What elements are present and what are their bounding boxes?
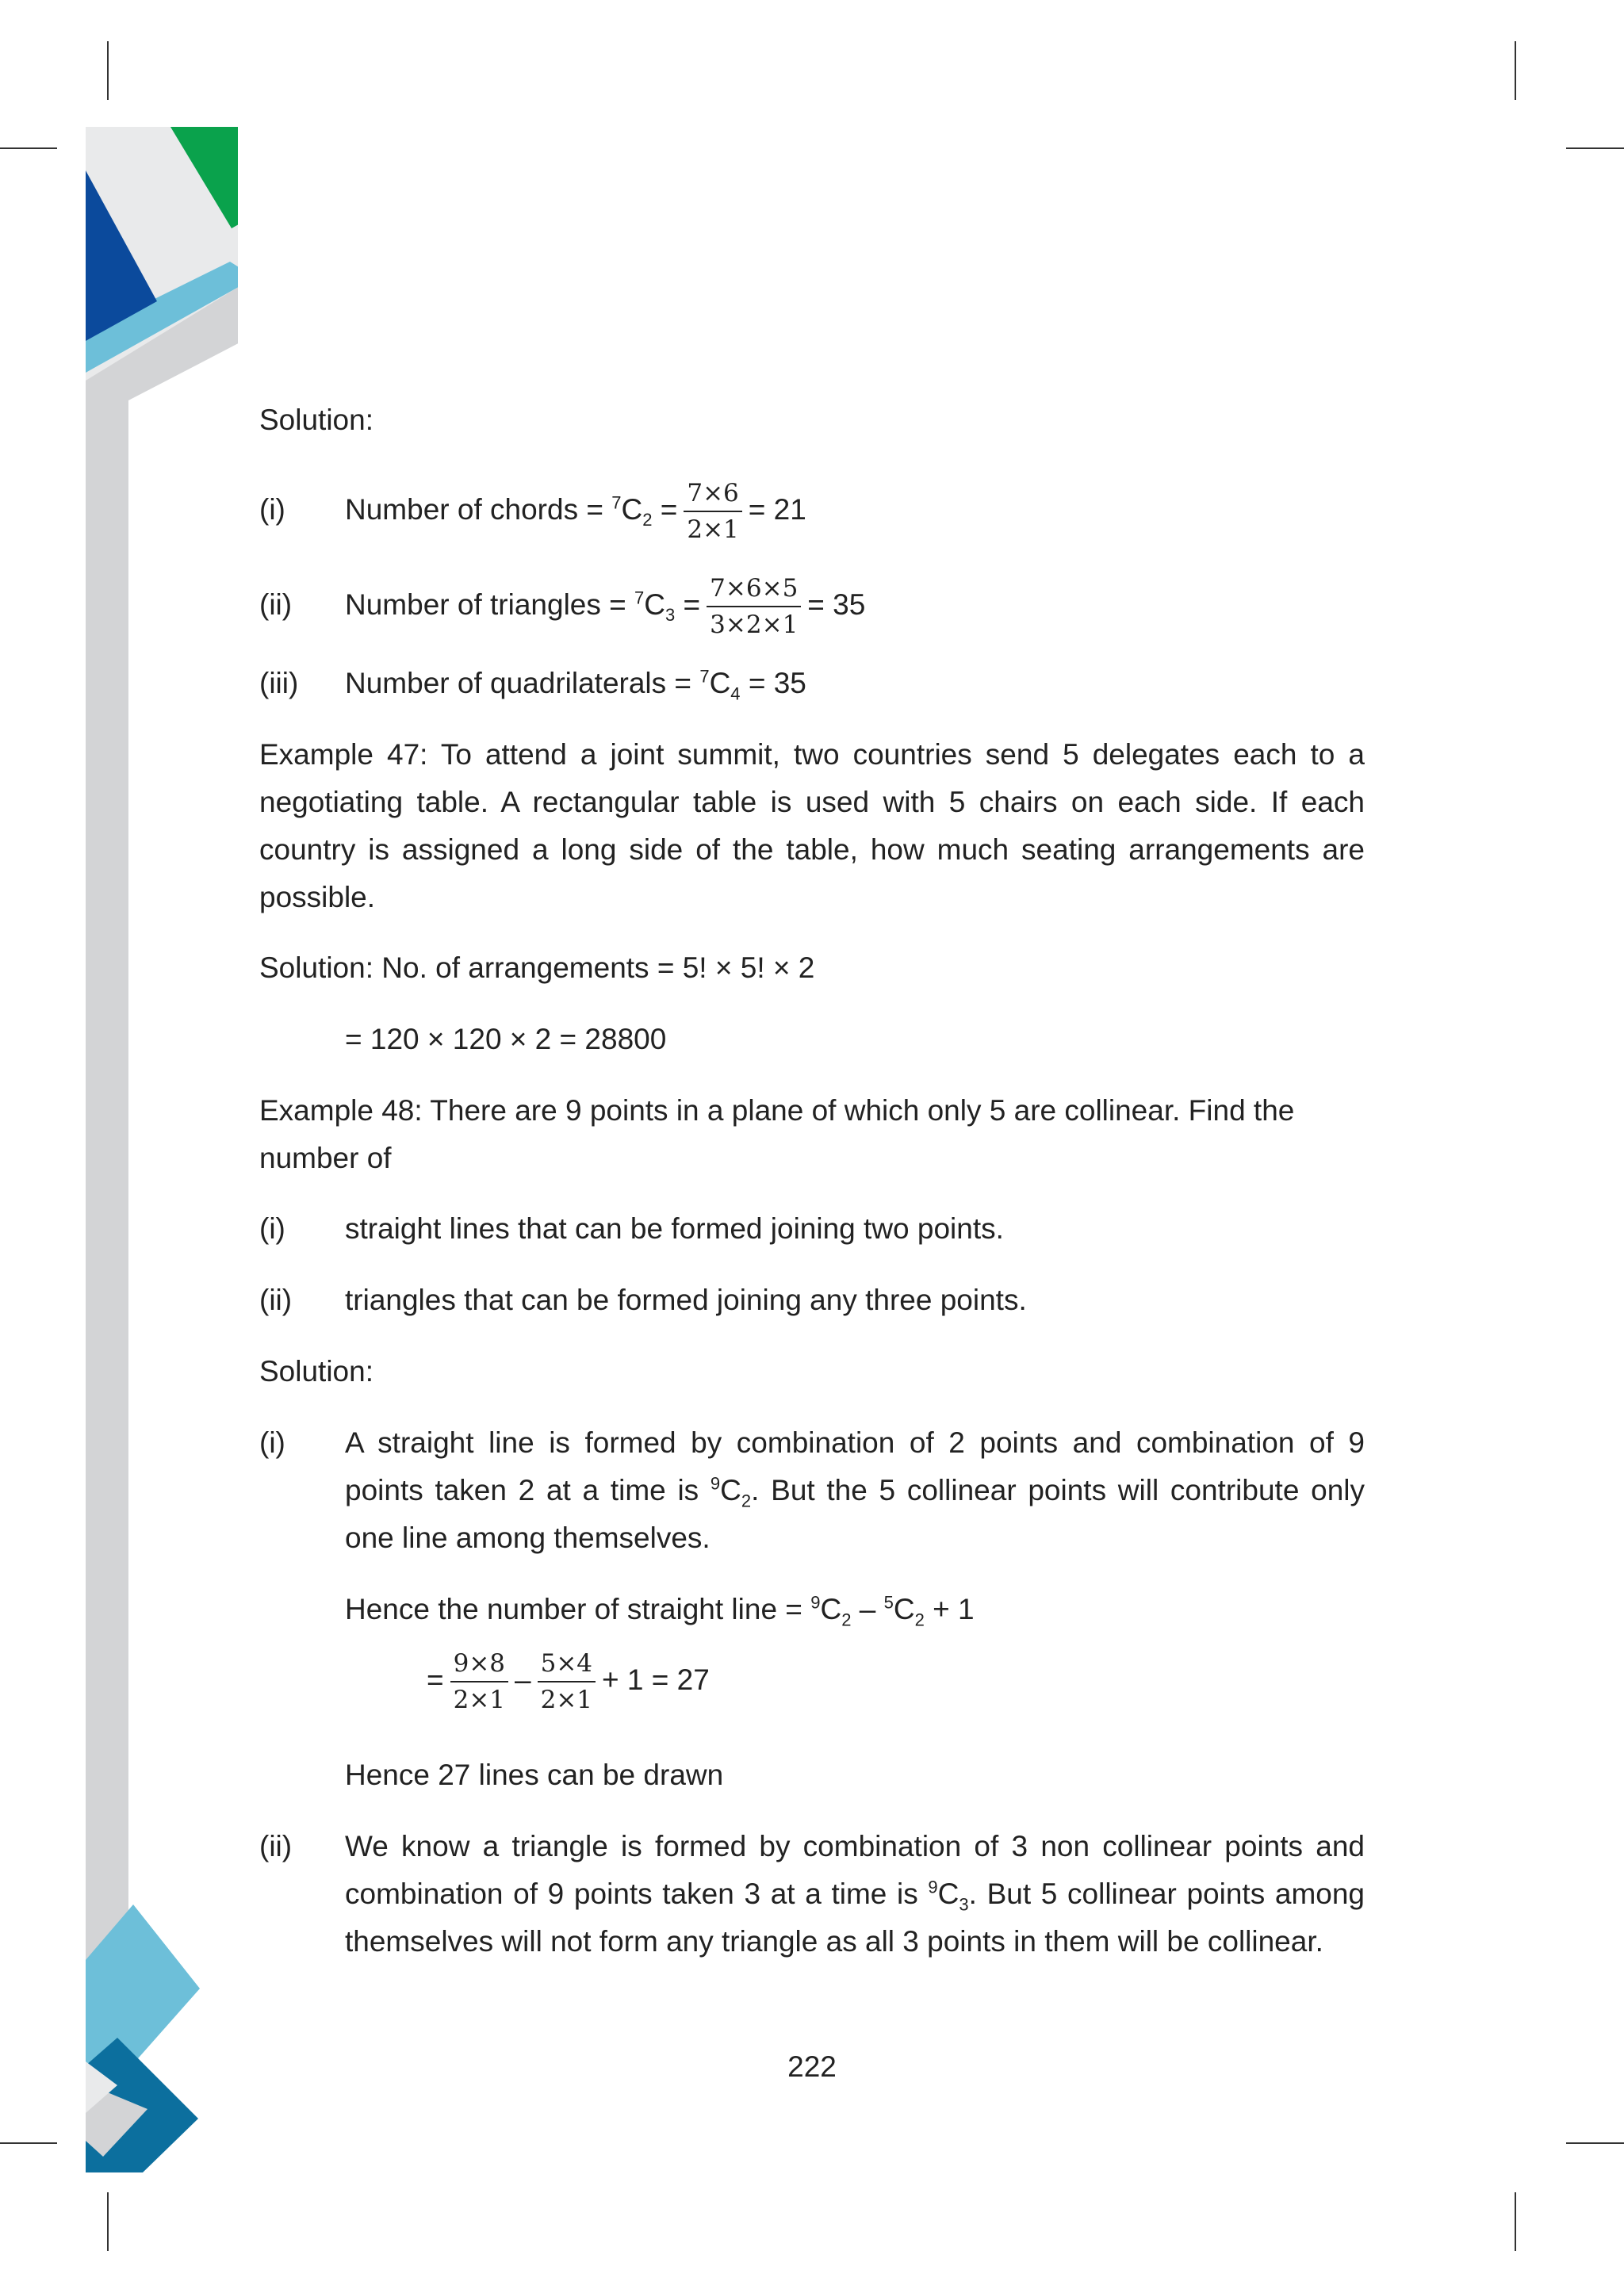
superscript: 9 <box>810 1592 821 1613</box>
solution-ii-paragraph <box>345 1823 1365 1966</box>
crop-mark <box>1566 2142 1624 2144</box>
combination-symbol: C <box>820 1593 842 1625</box>
formula-text: + 1 = 27 <box>602 1663 710 1696</box>
straight-lines-formula <box>345 1592 975 1630</box>
crop-mark <box>1515 2192 1516 2251</box>
crop-mark <box>1566 147 1624 149</box>
paragraph-text: We know a triangle is formed by combination of 3 non collinear points and combination of 9 points taken 3 at a time is <box>345 1830 1365 1910</box>
superscript: 7 <box>634 588 645 608</box>
solution-heading: Solution: <box>259 1355 373 1388</box>
example-48-item-i <box>259 1212 1004 1246</box>
combination-symbol: C <box>709 667 731 699</box>
fraction <box>538 1646 596 1717</box>
superscript: 9 <box>710 1473 721 1494</box>
straight-lines-conclusion: Hence 27 lines can be drawn <box>345 1759 724 1791</box>
paragraph-text: . But the 5 collinear points will contribute only one line among themselves. <box>345 1474 1365 1554</box>
item-text: straight lines that can be formed joining two points. <box>345 1212 1004 1245</box>
subscript: 2 <box>914 1610 925 1630</box>
superscript: 7 <box>611 492 622 513</box>
decorative-sidebar <box>0 0 238 2293</box>
fraction <box>684 476 741 547</box>
solution-item-triangles <box>259 571 865 642</box>
solution-heading <box>259 403 373 438</box>
item-number: (ii) <box>259 1284 293 1316</box>
fraction-denominator: 2×1 <box>687 515 739 544</box>
page-number: 222 <box>787 2050 837 2083</box>
fraction-denominator: 3×2×1 <box>710 611 799 639</box>
fraction-numerator: 7×6×5 <box>707 571 801 607</box>
combination-symbol: C <box>720 1474 741 1506</box>
formula-text: + 1 <box>924 1593 975 1625</box>
minus-sign: – <box>515 1663 531 1696</box>
item-number: (i) <box>259 492 285 526</box>
fraction <box>707 571 801 642</box>
solution-item-chords <box>259 476 806 547</box>
fraction-numerator: 5×4 <box>538 1646 596 1682</box>
item-number: (i) <box>259 1426 285 1459</box>
example-48: Example 48: There are 9 points in a plane of which only 5 are collinear. Find the number of <box>259 1094 1295 1174</box>
solution-heading-text: Solution: <box>259 404 373 436</box>
paragraph-text: . But 5 collinear points among themselves will not form any triangle as all 3 points in them will be collinear. <box>345 1878 1365 1958</box>
crop-mark <box>1515 41 1516 100</box>
formula-text: Hence the number of straight line = <box>345 1593 811 1625</box>
equals-sign: = <box>675 588 701 621</box>
combination-symbol: C <box>937 1878 959 1910</box>
equals-sign: = <box>652 492 678 526</box>
straight-lines-calculation <box>427 1646 710 1717</box>
example-48-item-ii <box>259 1283 1027 1318</box>
item-result: = 35 <box>807 588 866 621</box>
item-number: (ii) <box>259 1830 293 1862</box>
combination-symbol: C <box>621 492 643 526</box>
combination-symbol: C <box>893 1593 915 1625</box>
equals-sign: = <box>427 1663 444 1696</box>
item-text: triangles that can be formed joining any three points. <box>345 1284 1027 1316</box>
item-number: (ii) <box>259 588 293 621</box>
example-47-solution: Solution: No. of arrangements = 5! × 5! × 2 <box>259 951 815 984</box>
paragraph-text: A straight line is formed by combination of 2 points and combination of 9 points taken 2 at a time is <box>345 1426 1365 1506</box>
example-47: Example 47: To attend a joint summit, two countries send 5 delegates each to a negotiating table. A rectangular table is used with 5 chairs on each side. If each country is assigned a long side of the table, how much seating arrangements are possible. <box>259 738 1365 913</box>
fraction <box>450 1646 508 1717</box>
combination-symbol: C <box>644 588 666 621</box>
fraction-denominator: 2×1 <box>453 1686 506 1714</box>
minus-sign: – <box>851 1593 884 1625</box>
item-number: (iii) <box>259 667 299 699</box>
item-text: Number of triangles = <box>345 588 635 621</box>
fraction-numerator: 7×6 <box>684 476 741 512</box>
superscript: 5 <box>883 1592 894 1613</box>
fraction-numerator: 9×8 <box>450 1646 508 1682</box>
subscript: 3 <box>959 1894 969 1915</box>
subscript: 3 <box>665 605 676 626</box>
superscript: 7 <box>699 666 710 687</box>
solution-i-paragraph <box>345 1419 1365 1562</box>
item-result: = 35 <box>740 667 806 699</box>
item-text: Number of quadrilaterals = <box>345 667 700 699</box>
subscript: 4 <box>730 683 741 704</box>
subscript: 2 <box>741 1491 752 1511</box>
superscript: 9 <box>928 1877 938 1897</box>
item-result: = 21 <box>748 492 806 526</box>
item-number: (i) <box>259 1212 285 1245</box>
example-47-calculation: = 120 × 120 × 2 = 28800 <box>345 1023 667 1055</box>
subscript: 2 <box>642 510 653 530</box>
fraction-denominator: 2×1 <box>540 1686 593 1714</box>
subscript: 2 <box>841 1610 852 1630</box>
item-text: Number of chords = <box>345 492 612 526</box>
solution-item-quadrilaterals <box>259 666 806 704</box>
